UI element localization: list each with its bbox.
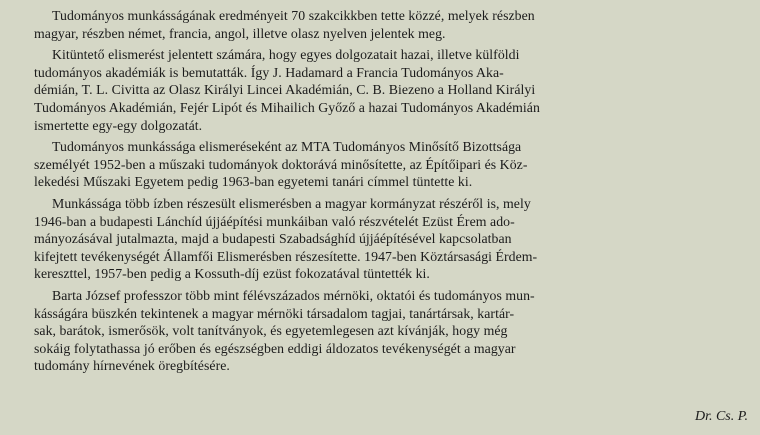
author-signature: Dr. Cs. P.	[694, 409, 748, 424]
paragraph-awards	[16, 195, 748, 283]
text-line: Barta József professzor több mint félévszázados mérnöki, oktatói és tudományos mun-	[52, 287, 535, 303]
text-line: Tudományos munkássága elismeréseként az MTA Tudományos Minősítő Bizottsága	[52, 139, 522, 155]
text-line: lekedési Műszaki Egyetem pedig 1963-ban egyetemi tanári címmel tüntette ki.	[34, 174, 473, 190]
text-line: ismertette egy-egy dolgozatát.	[34, 117, 203, 133]
paragraph-publications	[16, 7, 748, 42]
text-line: sokáig folytathassa jó erőben és egészségben eddigi áldozatos tevékenységét a magyar	[34, 340, 516, 356]
text-line: tudományos akadémiák is bemutatták. Így J. Hadamard a Francia Tudományos Aka-	[34, 64, 504, 80]
text-line: mányozásával jutalmazta, majd a budapesti Szabadsághíd újjáépítésével kapcsolatban	[34, 231, 512, 247]
text-line: személyét 1952-ben a műszaki tudományok doktorává minősítette, az Építőipari és Köz-	[34, 156, 528, 172]
text-line: magyar, részben német, francia, angol, illetve olasz nyelven jelentek meg.	[34, 25, 446, 41]
paragraph-tribute	[16, 287, 748, 375]
text-line: 1946-ban a budapesti Lánchíd újjáépítési munkáiban való részvételét Ezüst Érem ado-	[34, 213, 515, 229]
text-line: kereszttel, 1957-ben pedig a Kossuth-díj ezüst fokozatával tüntették ki.	[34, 266, 430, 282]
text-line: Tudományos Akadémián, Fejér Lipót és Mihailich Győző a hazai Tudományos Akadémián	[34, 99, 540, 115]
text-line: Kitüntető elismerést jelentett számára, hogy egyes dolgozatait hazai, illetve külföldi	[52, 47, 520, 63]
text-line: kásságára büszkén tekintenek a magyar mérnöki társadalom tagjai, tanártársak, kartár-	[34, 305, 515, 321]
text-line: démián, T. L. Civitta az Olasz Királyi Lincei Akadémián, C. B. Biezeno a Holland Királyi	[34, 82, 536, 98]
text-line: Munkássága több ízben részesült elismerésben a magyar kormányzat részéről is, mely	[52, 195, 531, 211]
text-line: kifejtett tevékenységét Államfői Elismerésben részesítette. 1947-ben Köztársasági Érdem-	[34, 248, 538, 264]
text-line: sak, barátok, ismerősök, volt tanítványok, és egyetemlegesen azt kívánják, hogy még	[34, 323, 508, 339]
paragraph-recognition	[16, 138, 748, 191]
paragraph-academies	[16, 46, 748, 134]
text-line: tudomány hírnevének öregbítésére.	[34, 358, 230, 374]
text-line: Tudományos munkásságának eredményeit 70 szakcikkben tette közzé, melyek részben	[52, 8, 535, 23]
